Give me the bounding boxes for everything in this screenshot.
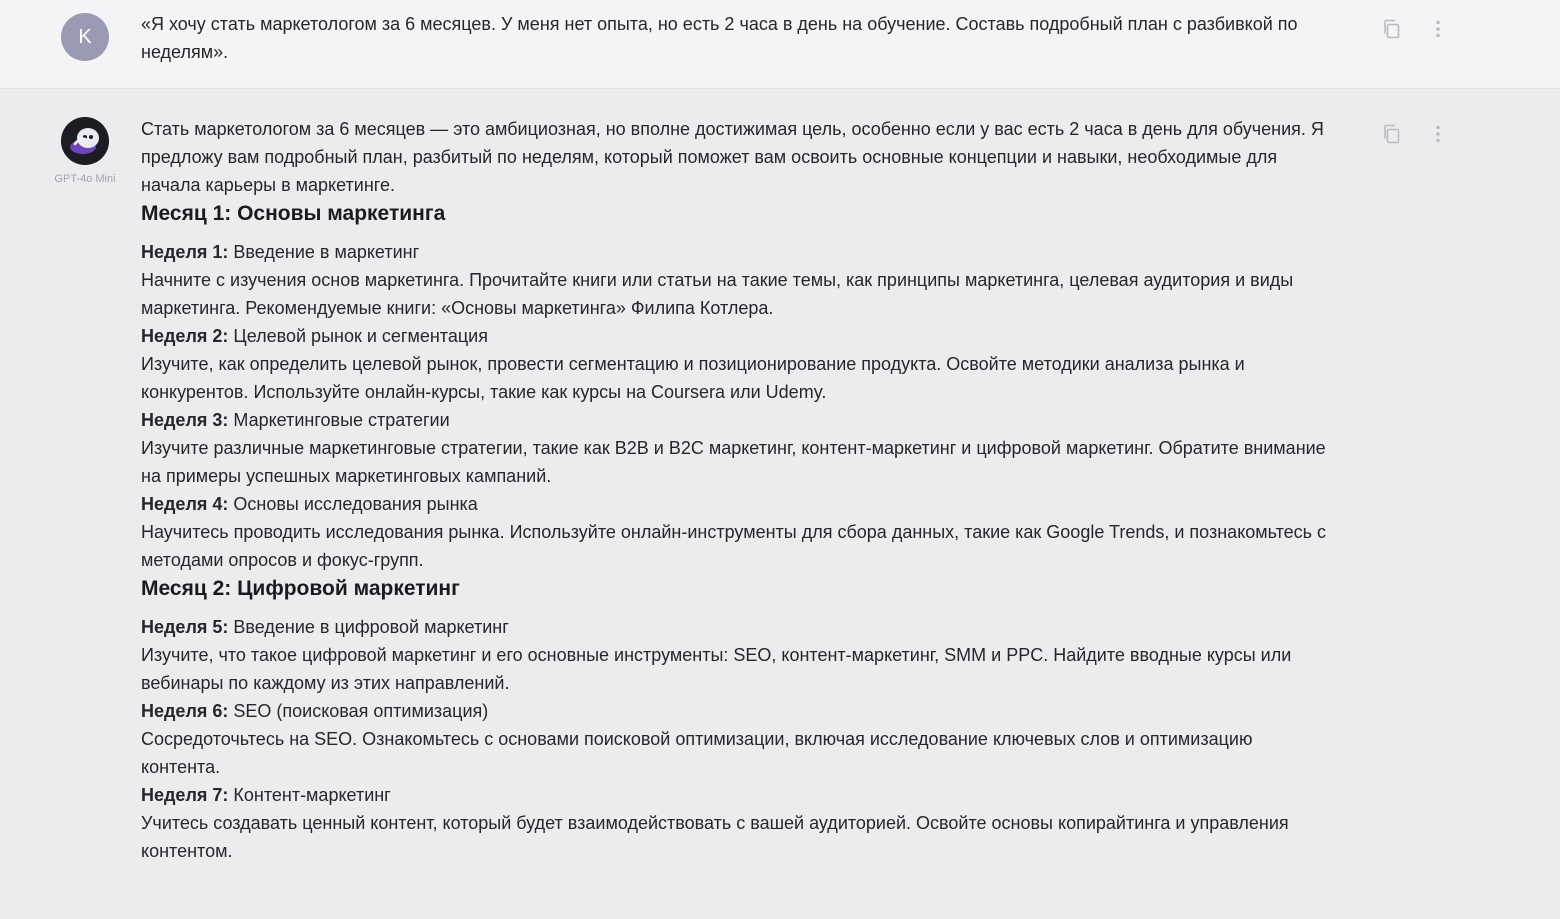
user-avatar: K (61, 13, 109, 61)
week-topic: Основы исследования рынка (228, 494, 478, 514)
week-body: Сосредоточьтесь на SEO. Ознакомьтесь с основами поисковой оптимизации, включая исследование ключевых слов и оптимизацию контента. (141, 729, 1253, 777)
model-label: GPT-4o Mini (54, 173, 116, 185)
week-item (141, 490, 1331, 574)
user-message-text (141, 10, 1331, 66)
week-item (141, 406, 1331, 490)
week-topic: Введение в цифровой маркетинг (228, 617, 509, 637)
week-item (141, 613, 1331, 697)
user-prompt: «Я хочу стать маркетологом за 6 месяцев. У меня нет опыта, но есть 2 часа в день на обучение. Составь подробный план с разбивкой по неделям». (141, 14, 1298, 62)
assistant-avatar (61, 117, 109, 165)
copy-icon[interactable] (1381, 18, 1403, 40)
user-message (0, 0, 1560, 89)
week-label: Неделя 5: (141, 617, 229, 637)
week-item (141, 322, 1331, 406)
week-item (141, 781, 1331, 865)
week-topic: Контент-маркетинг (228, 785, 391, 805)
week-label: Неделя 1: (141, 242, 229, 262)
week-item (141, 238, 1331, 322)
assistant-message-text (141, 115, 1331, 865)
week-label: Неделя 7: (141, 785, 229, 805)
week-topic: Введение в маркетинг (228, 242, 420, 262)
intro-paragraph: Стать маркетологом за 6 месяцев — это амбициозная, но вполне достижимая цель, особенно если у вас есть 2 часа в день для обучения. Я предложу вам подробный план, разбитый по неделям, который поможет вам освоить основные концепции и навыки, необходимые для начала карьеры в маркетинге. (141, 119, 1324, 195)
week-label: Неделя 4: (141, 494, 229, 514)
week-label: Неделя 6: (141, 701, 229, 721)
week-body: Научитесь проводить исследования рынка. Используйте онлайн-инструменты для сбора данных, такие как Google Trends, и познакомьтесь с методами опросов и фокус-групп. (141, 522, 1327, 570)
copy-icon[interactable] (1381, 123, 1403, 145)
week-item (141, 697, 1331, 781)
week-body: Изучите, как определить целевой рынок, провести сегментацию и позиционирование продукта. Освойте методики анализа рынка и конкурентов. Используйте онлайн-курсы, такие как курсы на Coursera или Udemy. (141, 354, 1245, 402)
week-topic: Маркетинговые стратегии (228, 410, 450, 430)
assistant-message (0, 89, 1560, 919)
week-body: Начните с изучения основ маркетинга. Прочитайте книги или статьи на такие темы, как принципы маркетинга, целевая аудитория и виды маркетинга. Рекомендуемые книги: «Основы маркетинга» Филипа Котлера. (141, 270, 1294, 318)
week-body: Изучите, что такое цифровой маркетинг и его основные инструменты: SEO, контент-маркетинг, SMM и PPC. Найдите вводные курсы или вебинары по каждому из этих направлений. (141, 645, 1292, 693)
more-vertical-icon[interactable] (1430, 18, 1446, 40)
month-heading: Месяц 1: Основы маркетинга (141, 202, 446, 225)
bot-logo-icon (61, 117, 109, 165)
month-heading: Месяц 2: Цифровой маркетинг (141, 577, 460, 600)
week-topic: Целевой рынок и сегментация (228, 326, 488, 346)
week-label: Неделя 3: (141, 410, 229, 430)
more-vertical-icon[interactable] (1430, 123, 1446, 145)
week-body: Изучите различные маркетинговые стратегии, такие как B2B и B2C маркетинг, контент-маркетинг и цифровой маркетинг. Обратите внимание на примеры успешных маркетинговых кампаний. (141, 438, 1326, 486)
week-label: Неделя 2: (141, 326, 229, 346)
week-topic: SEO (поисковая оптимизация) (228, 701, 489, 721)
week-body: Учитесь создавать ценный контент, который будет взаимодействовать с вашей аудиторией. Освойте основы копирайтинга и управления контентом. (141, 813, 1289, 861)
